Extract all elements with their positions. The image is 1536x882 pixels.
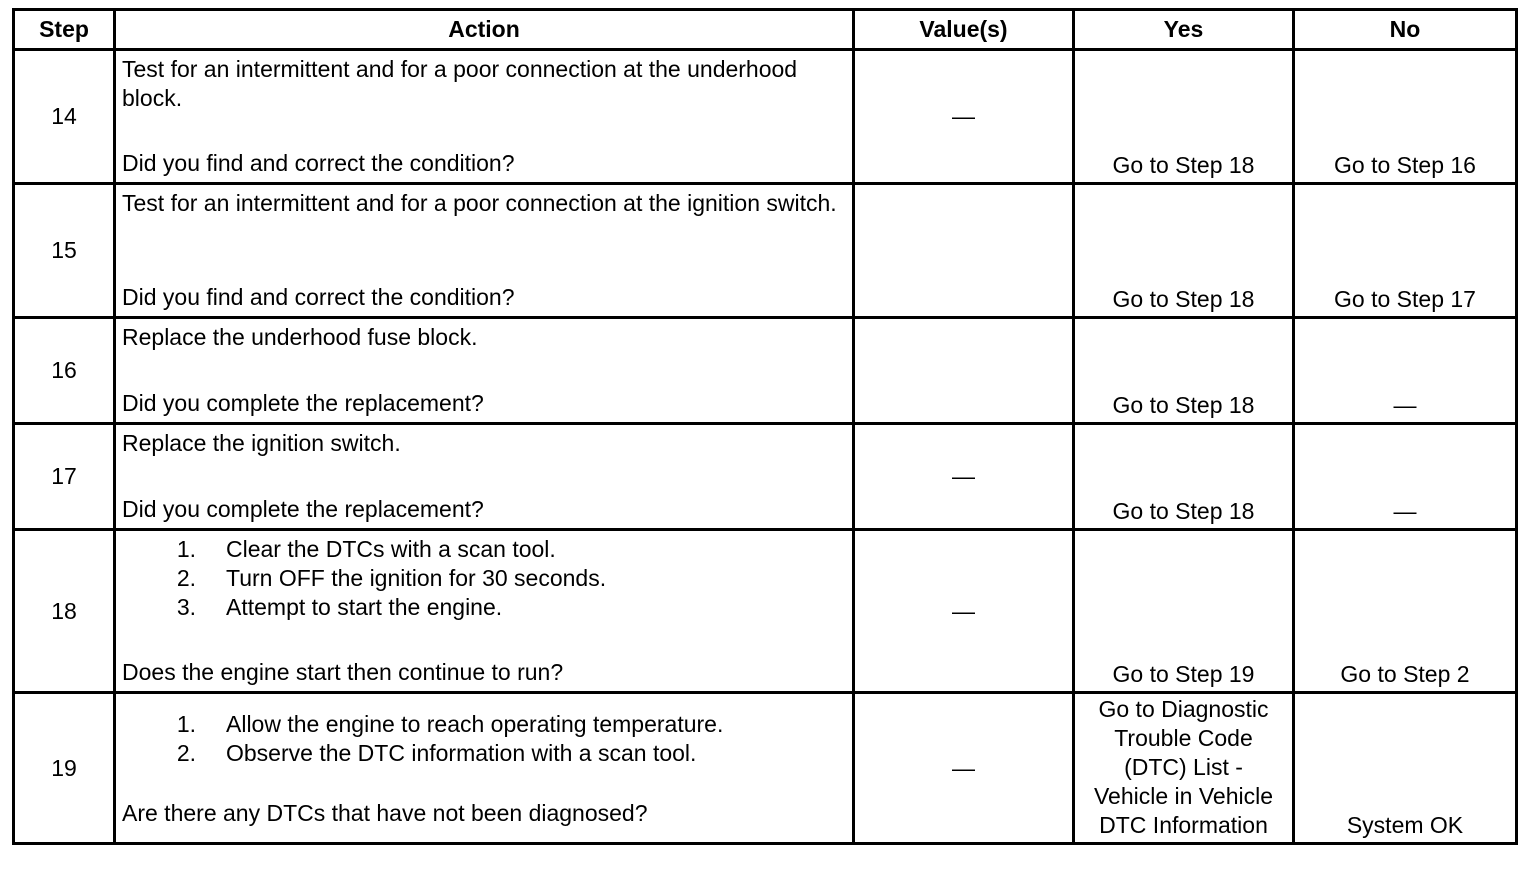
header-no: No [1294, 10, 1517, 50]
yes-cell: Go to Step 18 [1074, 424, 1294, 530]
step-number: 15 [14, 184, 115, 318]
header-row [14, 10, 1517, 50]
step-number: 19 [14, 693, 115, 844]
list-item [122, 535, 846, 564]
action-steps-list [122, 535, 846, 622]
list-item-number: 1. [176, 711, 196, 737]
step-number: 14 [14, 50, 115, 184]
yes-line: (DTC) List - [1124, 754, 1243, 780]
action-text: Test for an intermittent and for a poor connection at the underhood block. [122, 56, 798, 111]
action-question: Did you complete the replacement? [122, 390, 484, 416]
header-action: Action [115, 10, 854, 50]
value-cell [854, 184, 1074, 318]
no-cell: Go to Step 2 [1294, 530, 1517, 693]
action-cell [115, 318, 854, 424]
action-question: Did you complete the replacement? [122, 496, 484, 522]
action-cell [115, 184, 854, 318]
value-cell: — [854, 50, 1074, 184]
value-cell: — [854, 693, 1074, 844]
action-question: Are there any DTCs that have not been diagnosed? [122, 800, 648, 826]
value-cell: — [854, 530, 1074, 693]
action-question: Did you find and correct the condition? [122, 284, 515, 310]
list-item-text: Attempt to start the engine. [226, 594, 503, 620]
table-row [14, 184, 1517, 318]
no-cell: Go to Step 17 [1294, 184, 1517, 318]
action-cell [115, 424, 854, 530]
yes-cell: Go to Step 19 [1074, 530, 1294, 693]
yes-cell: Go to Step 18 [1074, 318, 1294, 424]
yes-line: Trouble Code [1114, 725, 1253, 751]
list-item-number: 2. [176, 565, 196, 591]
action-question: Does the engine start then continue to run? [122, 659, 564, 685]
no-cell: System OK [1294, 693, 1517, 844]
action-text: Test for an intermittent and for a poor connection at the ignition switch. [122, 190, 837, 216]
action-cell [115, 693, 854, 844]
action-text: Replace the ignition switch. [122, 430, 401, 456]
list-item [122, 710, 846, 739]
list-item-number: 1. [176, 536, 196, 562]
no-cell: — [1294, 318, 1517, 424]
value-cell [854, 318, 1074, 424]
yes-cell: Go to Step 18 [1074, 184, 1294, 318]
yes-cell [1074, 693, 1294, 844]
table-row [14, 424, 1517, 530]
list-item-text: Allow the engine to reach operating temperature. [226, 711, 724, 737]
yes-line: Go to Diagnostic [1098, 696, 1269, 722]
table-row [14, 530, 1517, 693]
action-steps-list [122, 710, 846, 768]
action-cell [115, 530, 854, 693]
list-item-text: Turn OFF the ignition for 30 seconds. [226, 565, 607, 591]
list-item-number: 3. [176, 594, 196, 620]
table-row [14, 318, 1517, 424]
yes-line: DTC Information [1099, 812, 1268, 838]
list-item-text: Clear the DTCs with a scan tool. [226, 536, 556, 562]
action-text: Replace the underhood fuse block. [122, 324, 478, 350]
list-item [122, 593, 846, 622]
yes-cell: Go to Step 18 [1074, 50, 1294, 184]
diagnostic-table [12, 8, 1518, 845]
table-row [14, 50, 1517, 184]
table-row [14, 693, 1517, 844]
step-number: 16 [14, 318, 115, 424]
header-step: Step [14, 10, 115, 50]
no-cell: — [1294, 424, 1517, 530]
action-cell [115, 50, 854, 184]
step-number: 18 [14, 530, 115, 693]
value-cell: — [854, 424, 1074, 530]
no-cell: Go to Step 16 [1294, 50, 1517, 184]
list-item [122, 564, 846, 593]
list-item-text: Observe the DTC information with a scan tool. [226, 740, 697, 766]
header-values: Value(s) [854, 10, 1074, 50]
action-question: Did you find and correct the condition? [122, 150, 515, 176]
yes-line: Vehicle in Vehicle [1093, 783, 1273, 809]
list-item-number: 2. [176, 740, 196, 766]
step-number: 17 [14, 424, 115, 530]
header-yes: Yes [1074, 10, 1294, 50]
list-item [122, 739, 846, 768]
